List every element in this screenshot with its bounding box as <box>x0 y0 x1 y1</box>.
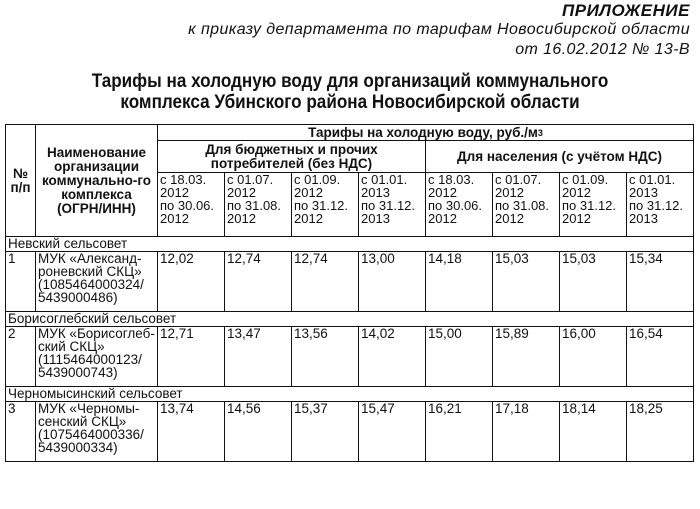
tariffs-header-text: Тарифы на холодную воду, руб./м <box>308 124 538 140</box>
row-number: 1 <box>6 252 36 312</box>
order-reference: к приказу департамента по тарифам Новосибирской области <box>188 21 690 38</box>
period-header <box>560 173 627 237</box>
tariff-value: 13,74 <box>158 402 225 462</box>
tariff-value: 15,03 <box>493 252 560 312</box>
organization-name: МУК «Борисоглеб-ский СКЦ» (1115464000123/ 5439000743) <box>36 327 158 387</box>
period-header <box>359 173 426 237</box>
tariff-value: 15,47 <box>359 402 426 462</box>
period-from: с 01.09. 2012 <box>562 172 609 200</box>
col-header-number: № п/п <box>6 125 36 237</box>
tariff-value: 15,89 <box>493 327 560 387</box>
table-row <box>6 252 694 312</box>
tariff-value: 12,71 <box>158 327 225 387</box>
tariff-value: 18,14 <box>560 402 627 462</box>
tariff-table <box>5 124 694 462</box>
title-line-1: Тарифы на холодную воду для организаций коммунального <box>91 71 609 92</box>
order-date: от 16.02.2012 № 13-В <box>515 41 690 58</box>
tariff-value: 12,74 <box>225 252 292 312</box>
tariff-value: 15,34 <box>627 252 694 312</box>
tariff-value: 13,00 <box>359 252 426 312</box>
period-to: по 31.12. 2012 <box>562 198 617 226</box>
period-to: по 31.08. 2012 <box>227 198 282 226</box>
appendix-heading: ПРИЛОЖЕНИЕ <box>562 1 690 20</box>
period-header <box>225 173 292 237</box>
period-header <box>158 173 225 237</box>
period-header <box>292 173 359 237</box>
organization-name: МУК «Черномы-сенский СКЦ» (1075464000336/ 5439000334) <box>36 402 158 462</box>
period-to: по 30.06. 2012 <box>428 198 483 226</box>
group-budget-header: Для бюджетных и прочих потребителей (без НДС) <box>158 141 426 173</box>
tariff-value: 17,18 <box>493 402 560 462</box>
row-number: 2 <box>6 327 36 387</box>
document-title <box>35 71 665 113</box>
tariff-value: 16,00 <box>560 327 627 387</box>
tariff-value: 14,02 <box>359 327 426 387</box>
tariff-value: 18,25 <box>627 402 694 462</box>
tariff-value: 12,74 <box>292 252 359 312</box>
tariff-value: 16,54 <box>627 327 694 387</box>
tariff-value: 16,21 <box>426 402 493 462</box>
table-row <box>6 402 694 462</box>
period-header <box>627 173 694 237</box>
period-to: по 31.08. 2012 <box>495 198 550 226</box>
tariff-value: 12,02 <box>158 252 225 312</box>
period-to: по 31.12. 2012 <box>294 198 349 226</box>
section-name: Черномысинский сельсовет <box>6 387 694 402</box>
period-from: с 01.01. 2013 <box>629 172 676 200</box>
table-row <box>6 327 694 387</box>
tariff-value: 15,03 <box>560 252 627 312</box>
section-name: Невский сельсовет <box>6 237 694 252</box>
title-line-2: комплекса Убинского района Новосибирской области <box>120 92 580 113</box>
period-from: с 18.03. 2012 <box>160 172 207 200</box>
period-header <box>493 173 560 237</box>
period-to: по 31.12. 2013 <box>361 198 416 226</box>
row-number: 3 <box>6 402 36 462</box>
tariff-value: 13,56 <box>292 327 359 387</box>
period-from: с 01.01. 2013 <box>361 172 408 200</box>
period-to: по 30.06. 2012 <box>160 198 215 226</box>
section-name: Борисоглебский сельсовет <box>6 312 694 327</box>
unit-superscript: 3 <box>537 127 543 138</box>
group-population-header: Для населения (с учётом НДС) <box>426 141 694 173</box>
tariff-value: 13,47 <box>225 327 292 387</box>
tariff-value: 15,00 <box>426 327 493 387</box>
tariffs-header <box>158 125 694 141</box>
period-from: с 01.07. 2012 <box>495 172 542 200</box>
tariff-value: 14,56 <box>225 402 292 462</box>
period-from: с 01.09. 2012 <box>294 172 341 200</box>
period-to: по 31.12. 2013 <box>629 198 684 226</box>
period-from: с 01.07. 2012 <box>227 172 274 200</box>
period-header <box>426 173 493 237</box>
tariff-value: 14,18 <box>426 252 493 312</box>
period-from: с 18.03. 2012 <box>428 172 475 200</box>
tariff-value: 15,37 <box>292 402 359 462</box>
col-header-organization: Наименование организации коммунально-го комплекса (ОГРН/ИНН) <box>36 125 158 237</box>
organization-name: МУК «Александ-роневский СКЦ» (1085464000324/ 5439000486) <box>36 252 158 312</box>
